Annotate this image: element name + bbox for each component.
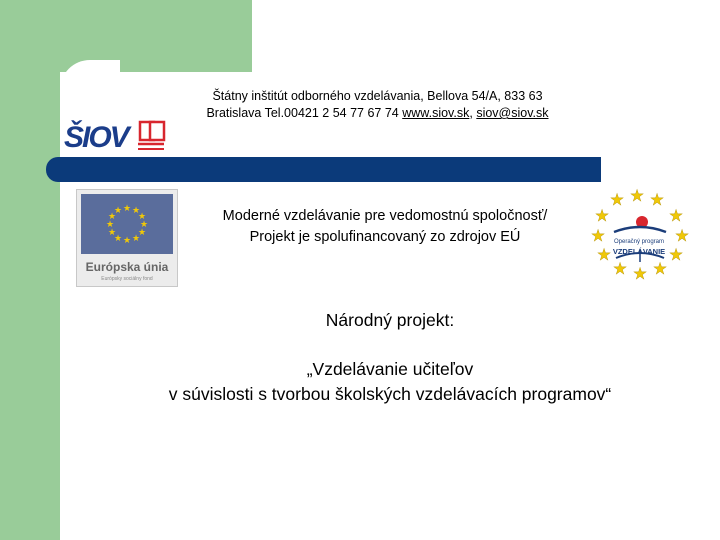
op-label-line-2: VZDELÁVANIE <box>612 247 666 256</box>
svg-text:★: ★ <box>590 226 606 245</box>
svg-text:★: ★ <box>632 264 648 283</box>
eu-logo-name: Európska únia <box>85 260 169 274</box>
address-phone: Bratislava Tel.00421 2 54 77 67 74 <box>206 106 403 120</box>
website-link[interactable]: www.siov.sk <box>402 106 470 120</box>
svg-text:★: ★ <box>594 206 610 225</box>
siov-logo <box>64 116 174 152</box>
svg-text:★: ★ <box>107 228 117 238</box>
address-line-1: Štátny inštitút odborného vzdelávania, Bellova 54/A, 833 63 <box>212 89 543 103</box>
email-link[interactable]: siov@siov.sk <box>476 106 549 120</box>
eu-logo-subtitle: Európsky sociálny fond <box>101 276 153 282</box>
svg-text:★: ★ <box>137 212 147 222</box>
project-title <box>60 357 720 407</box>
operational-program-logo <box>590 188 690 284</box>
national-project-label: Národný projekt: <box>325 310 455 330</box>
address-separator: , <box>469 106 477 120</box>
eu-logo <box>76 189 178 287</box>
program-line-1: Moderné vzdelávanie pre vedomostnú spoločnosť/ <box>222 208 548 224</box>
svg-text:★: ★ <box>652 259 668 278</box>
green-background-left <box>0 0 60 540</box>
svg-text:★: ★ <box>649 190 665 209</box>
svg-text:★: ★ <box>674 226 690 245</box>
program-line-2: Projekt je spolufinancovaný zo zdrojov EÚ <box>249 229 521 245</box>
op-label-line-1: Operačný program <box>613 239 665 245</box>
institute-address <box>165 88 590 122</box>
svg-text:★: ★ <box>139 220 149 230</box>
svg-text:★: ★ <box>113 206 123 216</box>
svg-text:★: ★ <box>122 204 132 214</box>
svg-text:★: ★ <box>122 236 132 246</box>
project-title-line-1: „Vzdelávanie učiteľov <box>306 359 474 379</box>
header-divider-bar <box>46 157 601 182</box>
svg-text:★: ★ <box>107 212 117 222</box>
svg-text:★: ★ <box>612 259 628 278</box>
project-title-line-2: v súvislosti s tvorbou školských vzdelávacích programov“ <box>168 384 612 404</box>
svg-text:★: ★ <box>609 190 625 209</box>
svg-text:★: ★ <box>668 206 684 225</box>
slide-panel-corner <box>60 60 120 120</box>
svg-text:★: ★ <box>137 228 147 238</box>
svg-text:★: ★ <box>629 188 645 205</box>
svg-text:★: ★ <box>105 220 115 230</box>
operational-program-label <box>604 238 674 256</box>
siov-logo-text: ŠIOV <box>64 121 128 152</box>
svg-text:★: ★ <box>131 206 141 216</box>
svg-text:★: ★ <box>668 245 684 264</box>
svg-text:★: ★ <box>113 234 123 244</box>
eu-flag-icon <box>81 194 173 254</box>
address-line-2 <box>165 105 590 122</box>
svg-text:★: ★ <box>131 234 141 244</box>
svg-text:★: ★ <box>596 245 612 264</box>
program-statement <box>186 206 584 248</box>
eu-star-circle-icon <box>81 194 173 254</box>
